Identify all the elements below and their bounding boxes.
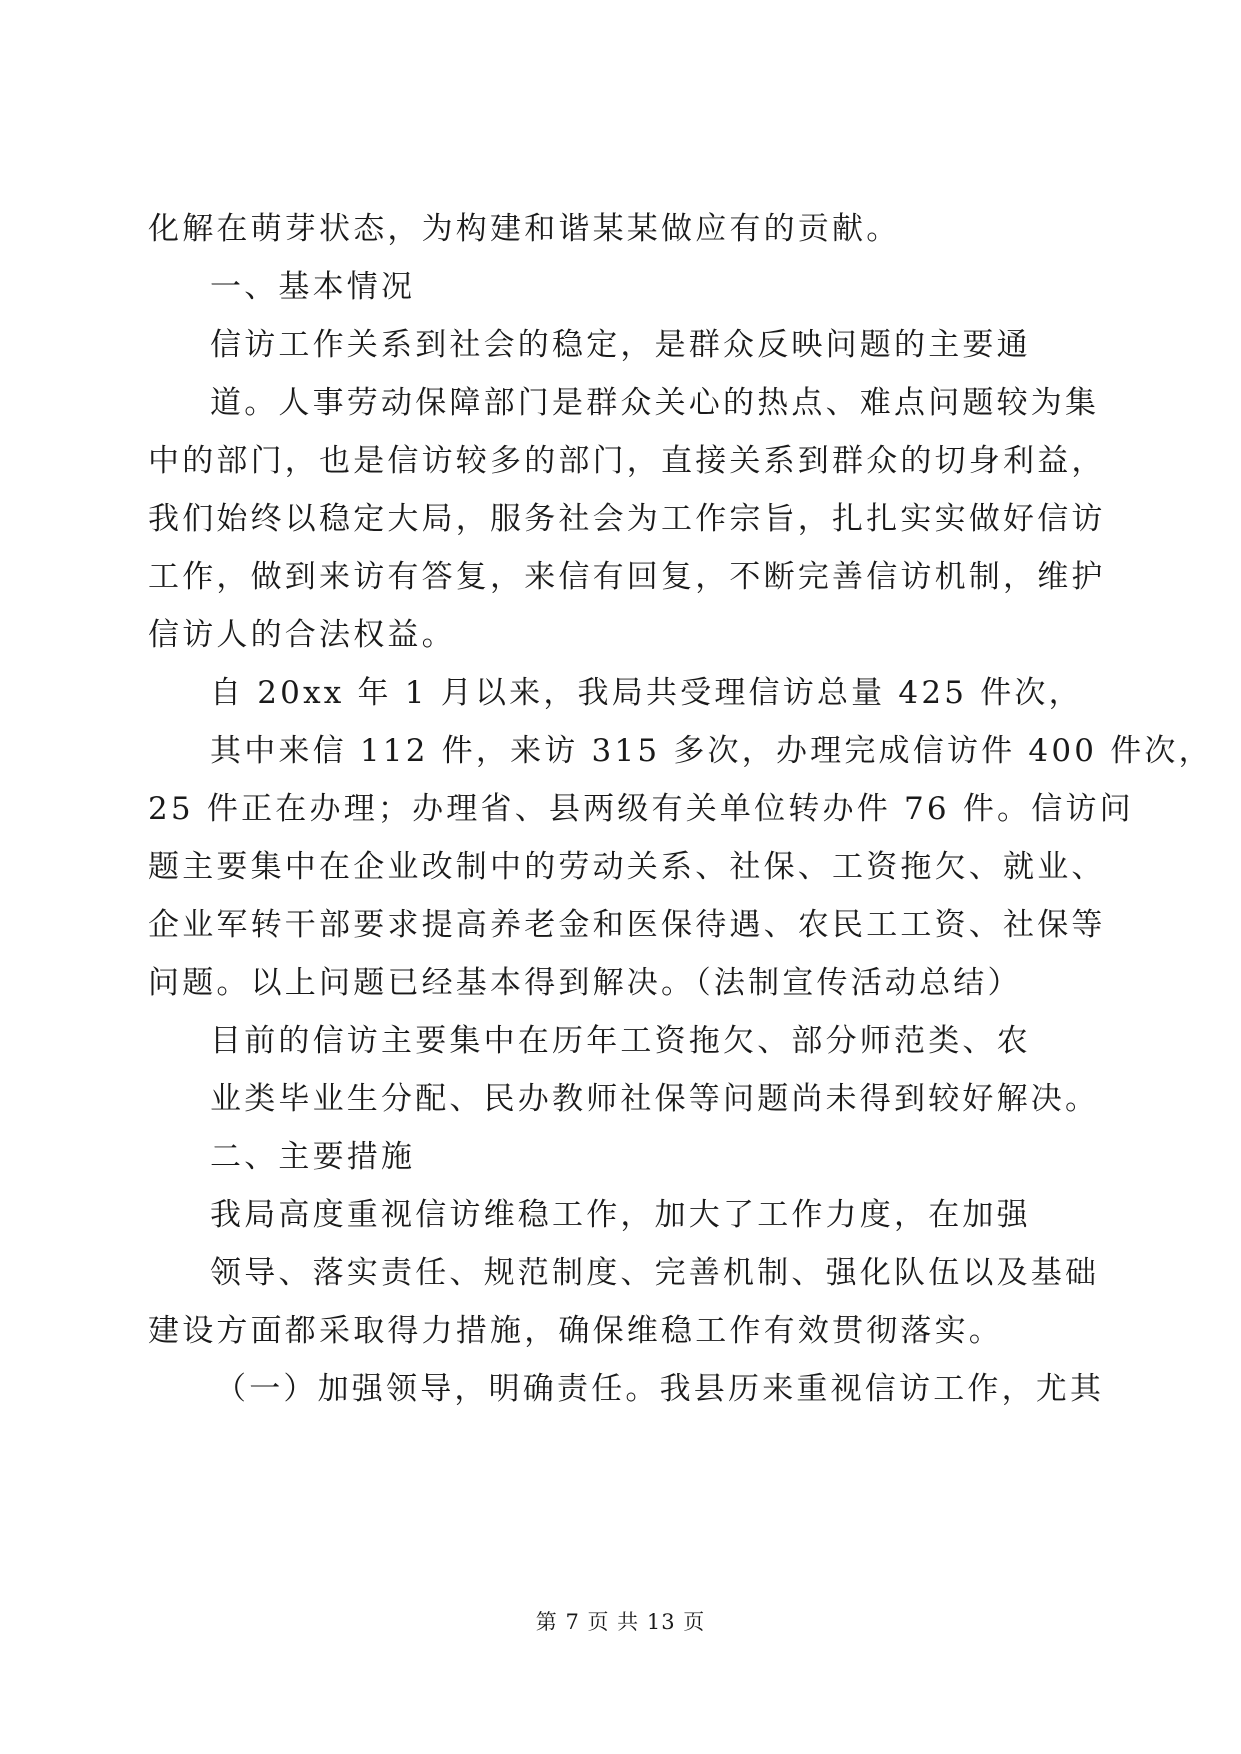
text-line-7: 工作，做到来访有答复，来信有回复，不断完善信访机制，维护 [148, 559, 1106, 595]
text-line-21: （一）加强领导，明确责任。我县历来重视信访工作，尤其 [215, 1371, 1105, 1407]
section-heading-main-measures: 二、主要措施 [210, 1139, 416, 1175]
text-line-4: 道。人事劳动保障部门是群众关心的热点、难点问题较为集 [210, 385, 1100, 421]
text-line-16: 业类毕业生分配、民办教师社保等问题尚未得到较好解决。 [210, 1081, 1100, 1117]
text-line-1: 化解在萌芽状态，为构建和谐某某做应有的贡献。 [148, 211, 901, 247]
text-line-3: 信访工作关系到社会的稳定，是群众反映问题的主要通 [210, 327, 1031, 363]
text-line-5: 中的部门，也是信访较多的部门，直接关系到群众的切身利益， [148, 443, 1106, 479]
text-line-19: 领导、落实责任、规范制度、完善机制、强化队伍以及基础 [210, 1255, 1100, 1291]
text-line-20: 建设方面都采取得力措施，确保维稳工作有效贯彻落实。 [148, 1313, 1003, 1349]
text-line-13: 企业军转干部要求提高养老金和医保待遇、农民工工资、社保等 [148, 907, 1106, 943]
text-line-12: 题主要集中在企业改制中的劳动关系、社保、工资拖欠、就业、 [148, 849, 1106, 885]
text-line-15: 目前的信访主要集中在历年工资拖欠、部分师范类、农 [210, 1023, 1031, 1059]
text-line-14: 问题。以上问题已经基本得到解决。（法制宣传活动总结） [148, 965, 1022, 1001]
page-number-footer: 第 7 页 共 13 页 [535, 1610, 706, 1634]
text-line-9: 自 20xx 年 1 月以来，我局共受理信访总量 425 件次， [210, 675, 1083, 711]
text-line-11: 25 件正在办理；办理省、县两级有关单位转办件 76 件。信访问 [148, 791, 1134, 827]
section-heading-basic-situation: 一、基本情况 [210, 269, 416, 305]
text-line-18: 我局高度重视信访维稳工作，加大了工作力度，在加强 [210, 1197, 1031, 1233]
text-line-8: 信访人的合法权益。 [148, 617, 456, 653]
text-line-10: 其中来信 112 件，来访 315 多次，办理完成信访件 400 件次， [210, 733, 1213, 769]
text-line-6: 我们始终以稳定大局，服务社会为工作宗旨，扎扎实实做好信访 [148, 501, 1106, 537]
